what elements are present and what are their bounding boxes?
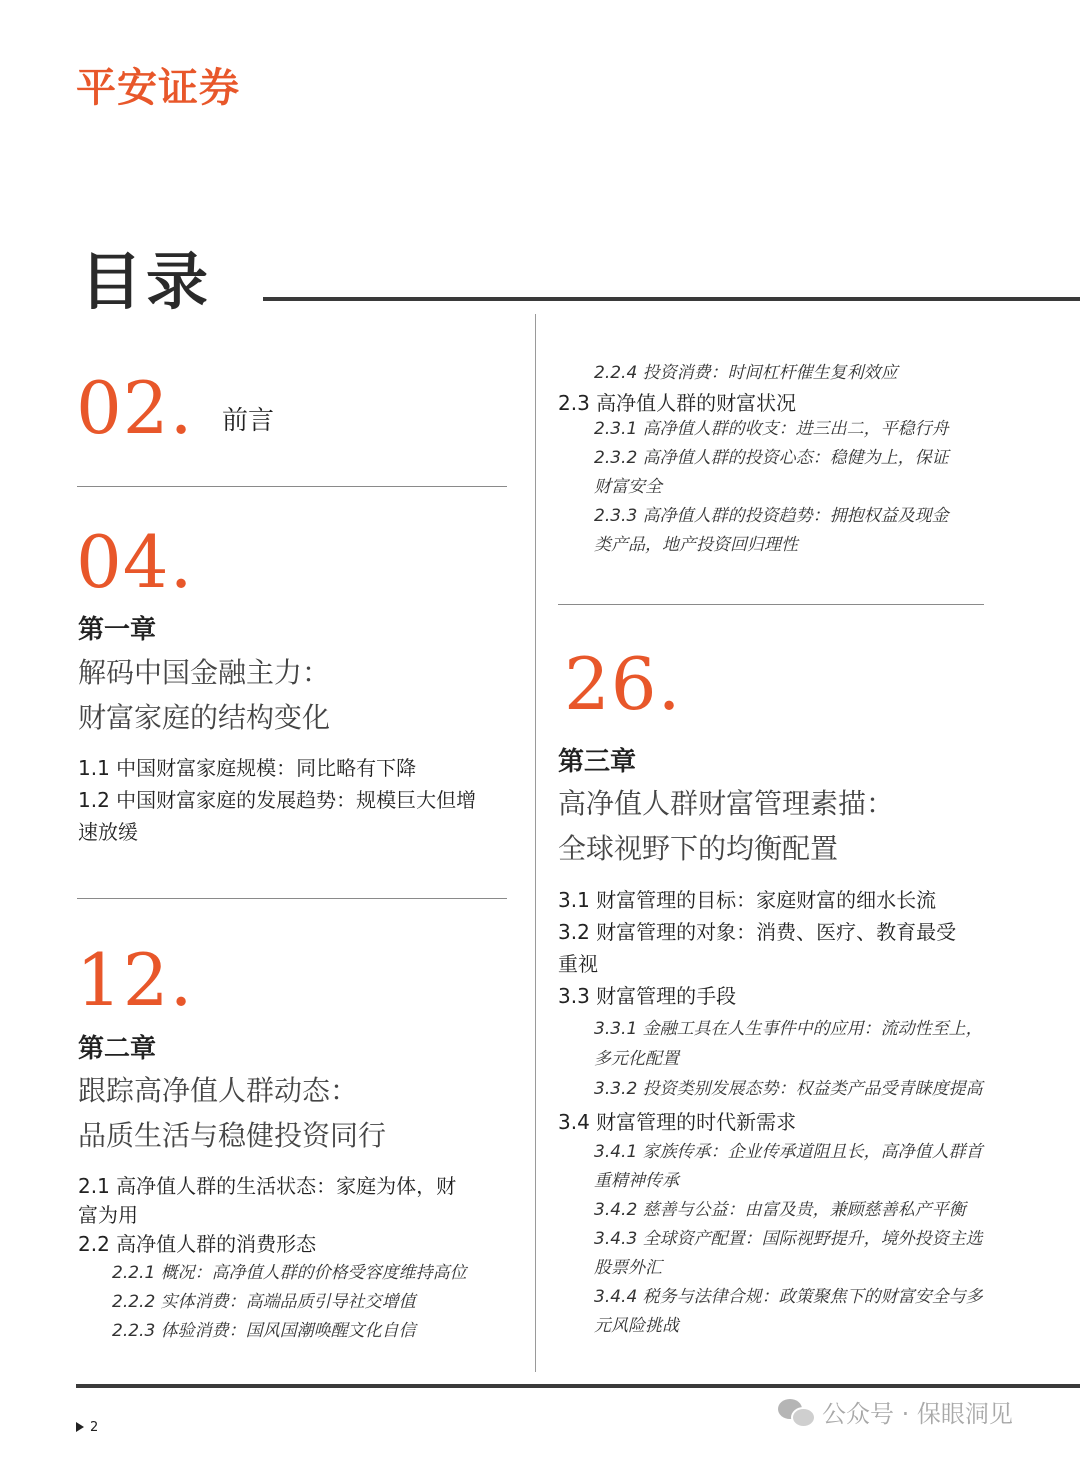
toc-subentry[interactable]: 3.4.4 税务与法律合规：政策聚焦下的财富安全与多 [594, 1287, 983, 1307]
chapter3-label: 第三章 [558, 747, 637, 777]
section-divider [77, 486, 507, 487]
page-number [76, 1420, 98, 1435]
continued-subentries [594, 415, 949, 560]
toc-subentry[interactable]: 2.3.2 高净值人群的投资心态：稳健为上，保证 [594, 448, 949, 468]
toc-subentry[interactable]: 元风险挑战 [594, 1316, 679, 1336]
toc-entry[interactable]: 重视 [558, 952, 598, 976]
toc-subentry[interactable]: 类产品，地产投资回归理性 [594, 535, 798, 555]
toc-subentry[interactable]: 2.3.1 高净值人群的收支：进三出二，平稳行舟 [594, 419, 949, 439]
watermark [778, 1394, 1013, 1429]
subtitle-line: 财富家庭的结构变化 [78, 701, 331, 734]
toc-subentry[interactable]: 2.2.2 实体消费：高端品质引导社交增值 [112, 1292, 416, 1312]
chapter2-page-number: 12. [76, 938, 194, 1022]
subtitle-line: 品质生活与稳健投资同行 [78, 1119, 387, 1152]
toc-subentry[interactable]: 重精神传承 [594, 1171, 679, 1191]
toc-entry[interactable]: 速放缓 [78, 820, 138, 844]
brand-logo: 平安证券 [76, 65, 240, 111]
toc-subentry[interactable]: 股票外汇 [594, 1258, 662, 1278]
chapter2-subtitle [78, 1068, 386, 1158]
chapter1-page-number: 04. [76, 520, 194, 604]
column-divider [535, 314, 536, 1372]
toc-entry[interactable]: 1.2 中国财富家庭的发展趋势：规模巨大但增 [78, 788, 477, 812]
chapter3-page-number: 26. [564, 642, 682, 726]
section-divider [558, 604, 984, 605]
intro-label: 前言 [222, 406, 275, 436]
subtitle-line: 解码中国金融主力： [78, 656, 331, 689]
toc-subentry[interactable]: 3.4.1 家族传承：企业传承道阻且长，高净值人群首 [594, 1142, 983, 1162]
chapter2-sections [78, 1172, 456, 1259]
page-title: 目录 [80, 245, 213, 318]
toc-entry[interactable]: 3.2 财富管理的对象：消费、医疗、教育最受 [558, 920, 957, 944]
chapter2-subsections [112, 1259, 467, 1346]
chapter3-subtitle [558, 781, 894, 871]
toc-subentry[interactable]: 2.2.4 投资消费：时间杠杆催生复利效应 [594, 363, 898, 383]
toc-subentry[interactable]: 2.2.3 体验消费：国风国潮唤醒文化自信 [112, 1321, 416, 1341]
toc-entry[interactable]: 2.3 高净值人群的财富状况 [558, 391, 797, 415]
triangle-marker-icon [76, 1422, 84, 1432]
page-number-value: 2 [90, 1420, 99, 1435]
toc-entry[interactable]: 富为用 [78, 1203, 138, 1227]
chapter3-subsections-a [594, 1014, 983, 1104]
toc-entry[interactable]: 1.1 中国财富家庭规模：同比略有下降 [78, 756, 417, 780]
subtitle-line: 全球视野下的均衡配置 [558, 832, 839, 865]
toc-subentry[interactable]: 财富安全 [594, 477, 662, 497]
toc-subentry[interactable]: 2.3.3 高净值人群的投资趋势：拥抱权益及现金 [594, 506, 949, 526]
subtitle-line: 高净值人群财富管理素描： [558, 787, 895, 820]
toc-entry[interactable]: 3.3 财富管理的手段 [558, 984, 737, 1008]
toc-subentry[interactable]: 2.2.1 概况：高净值人群的价格受容度维持高位 [112, 1263, 467, 1283]
watermark-text: 公众号 · 保眼洞见 [822, 1400, 1013, 1428]
toc-entry[interactable]: 3.4 财富管理的时代新需求 [558, 1110, 797, 1134]
footer-rule [76, 1384, 1080, 1388]
chapter1-sections [78, 752, 476, 848]
subtitle-line: 跟踪高净值人群动态： [78, 1074, 359, 1107]
title-rule [263, 297, 1080, 301]
section-divider [77, 898, 507, 899]
toc-subentry[interactable]: 3.3.1 金融工具在人生事件中的应用：流动性至上， [594, 1019, 983, 1039]
toc-entry[interactable]: 3.1 财富管理的目标：家庭财富的细水长流 [558, 888, 937, 912]
chapter1-label: 第一章 [78, 615, 157, 645]
toc-subentry[interactable]: 多元化配置 [594, 1049, 679, 1069]
toc-subentry[interactable]: 3.4.2 慈善与公益：由富及贵，兼顾慈善私产平衡 [594, 1200, 966, 1220]
continued-entries [594, 359, 898, 388]
toc-entry[interactable]: 2.2 高净值人群的消费形态 [78, 1232, 317, 1256]
toc-entry[interactable]: 2.1 高净值人群的生活状态：家庭为体，财 [78, 1174, 457, 1198]
chapter2-label: 第二章 [78, 1034, 157, 1064]
chapter3-sections-a [558, 884, 956, 1012]
toc-subentry[interactable]: 3.4.3 全球资产配置：国际视野提升，境外投资主选 [594, 1229, 983, 1249]
toc-subentry[interactable]: 3.3.2 投资类别发展态势：权益类产品受青睐度提高 [594, 1079, 983, 1099]
chapter3-subsections-b [594, 1138, 983, 1341]
intro-page-number: 02. [76, 366, 194, 450]
chapter1-subtitle [78, 650, 330, 740]
wechat-icon [778, 1397, 814, 1427]
